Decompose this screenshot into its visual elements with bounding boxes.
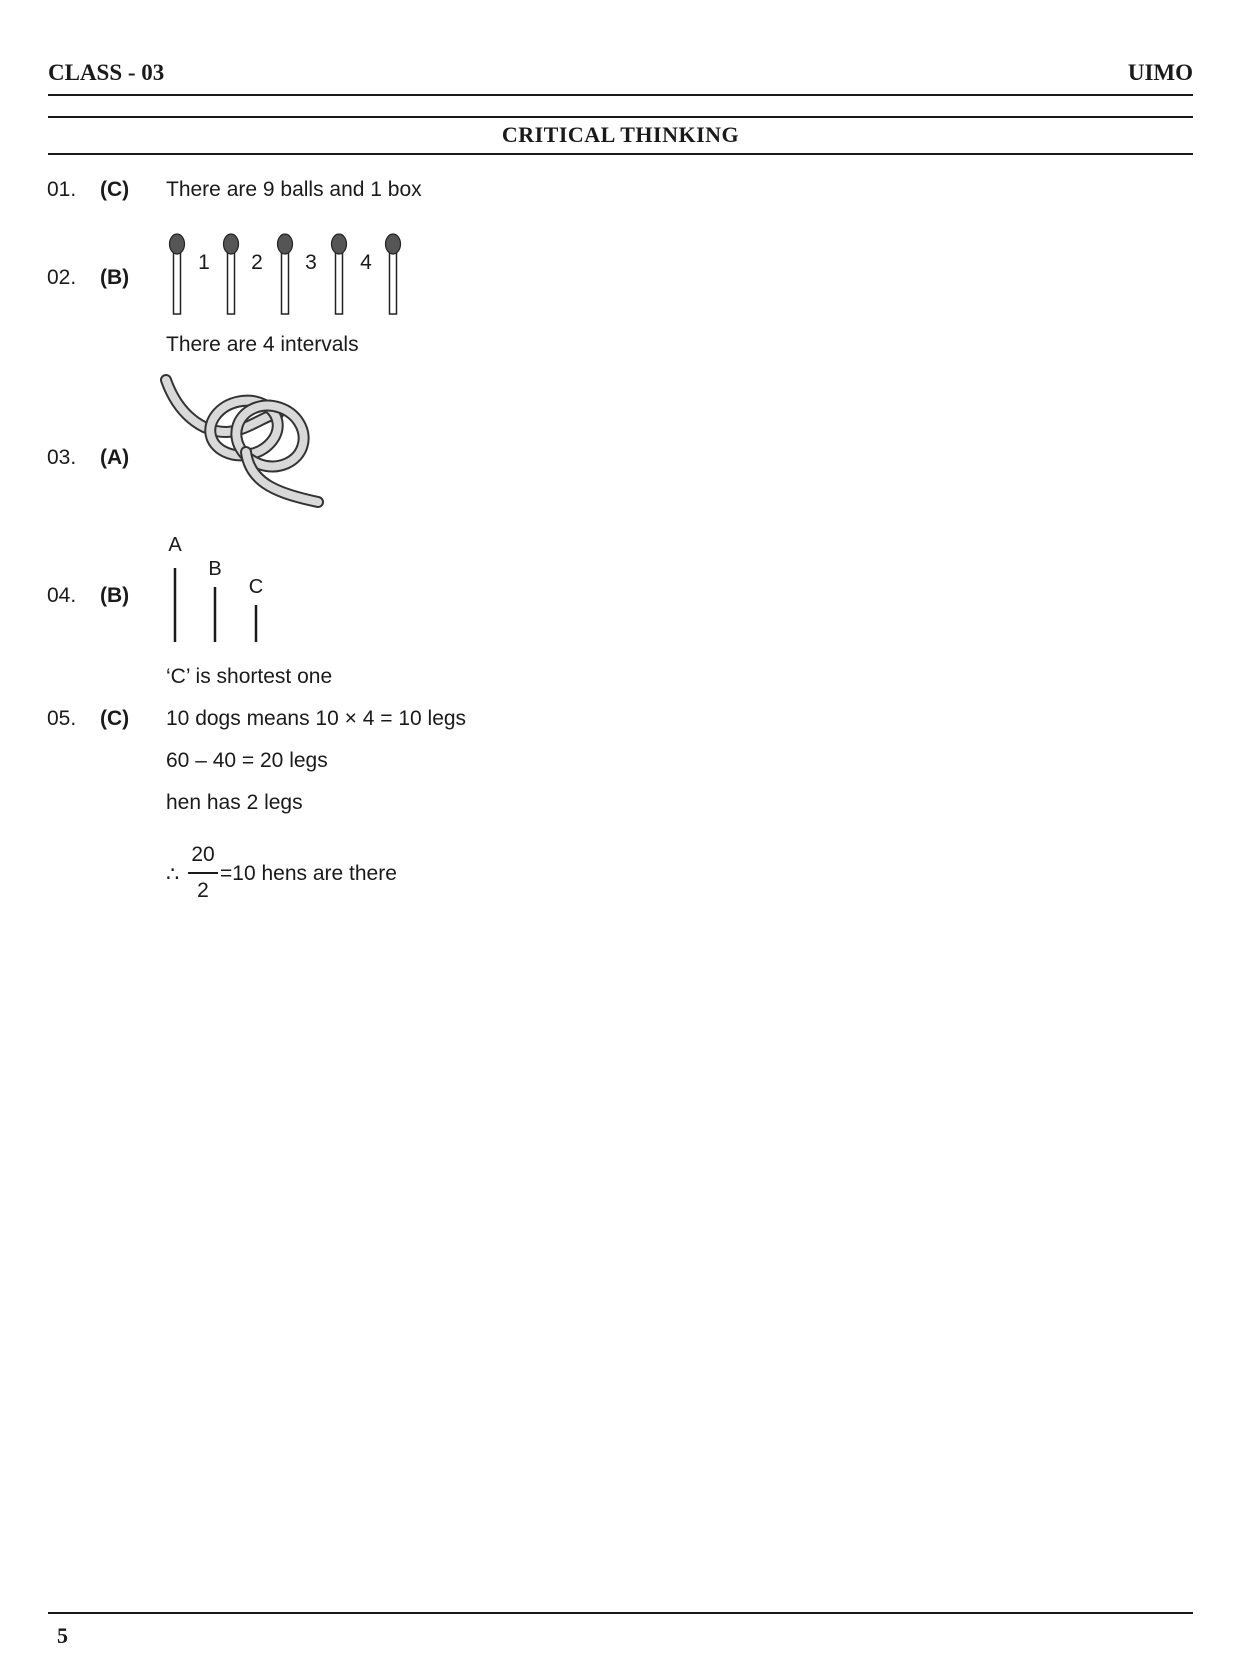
rope-knot-figure [160,374,330,514]
solution-text: There are 4 intervals [166,333,359,356]
fraction-bar [188,872,218,874]
question-number: 05. [47,707,77,730]
header-rule [48,94,1193,96]
matchstick-4 [332,234,347,314]
question-number: 04. [47,584,77,607]
stick-label: B [208,558,222,580]
footer-rule [48,1612,1193,1614]
therefore-symbol: ∴ [166,863,180,886]
matchstick-3 [278,234,293,314]
section-title: CRITICAL THINKING [501,122,740,147]
answer-option: (C) [100,707,130,730]
solution-text: hen has 2 legs [166,791,303,814]
page-number: 5 [57,1623,68,1648]
section-rule-bottom [48,153,1193,155]
solution-text: There are 9 balls and 1 box [166,178,422,201]
stick-label: C [248,576,264,598]
question-number: 02. [47,266,77,289]
answer-option: (B) [100,584,130,607]
section-rule-top [48,116,1193,118]
matchstick-2 [224,234,239,314]
sticks-comparison-figure [160,530,270,645]
question-number: 01. [47,178,77,201]
answer-option: (A) [100,446,130,469]
matchstick-5 [386,234,401,314]
class-label: CLASS - 03 [48,60,165,85]
solution-text: 10 dogs means 10 × 4 = 10 legs [166,707,467,730]
answer-option: (B) [100,266,130,289]
exam-label: UIMO [1127,60,1193,85]
fraction-denominator: 2 [197,879,209,902]
interval-label: 4 [360,251,372,274]
interval-label: 1 [198,251,210,274]
matchstick-1 [170,234,185,314]
solution-text: ‘C’ is shortest one [166,665,333,688]
question-number: 03. [47,446,77,469]
interval-label: 2 [251,251,263,274]
interval-label: 3 [305,251,317,274]
stick-label: A [168,534,182,556]
solution-result: =10 hens are there [220,862,397,885]
answer-option: (C) [100,178,130,201]
matchsticks-figure [160,226,420,318]
fraction-numerator: 20 [191,843,215,866]
solution-text: 60 – 40 = 20 legs [166,749,328,772]
